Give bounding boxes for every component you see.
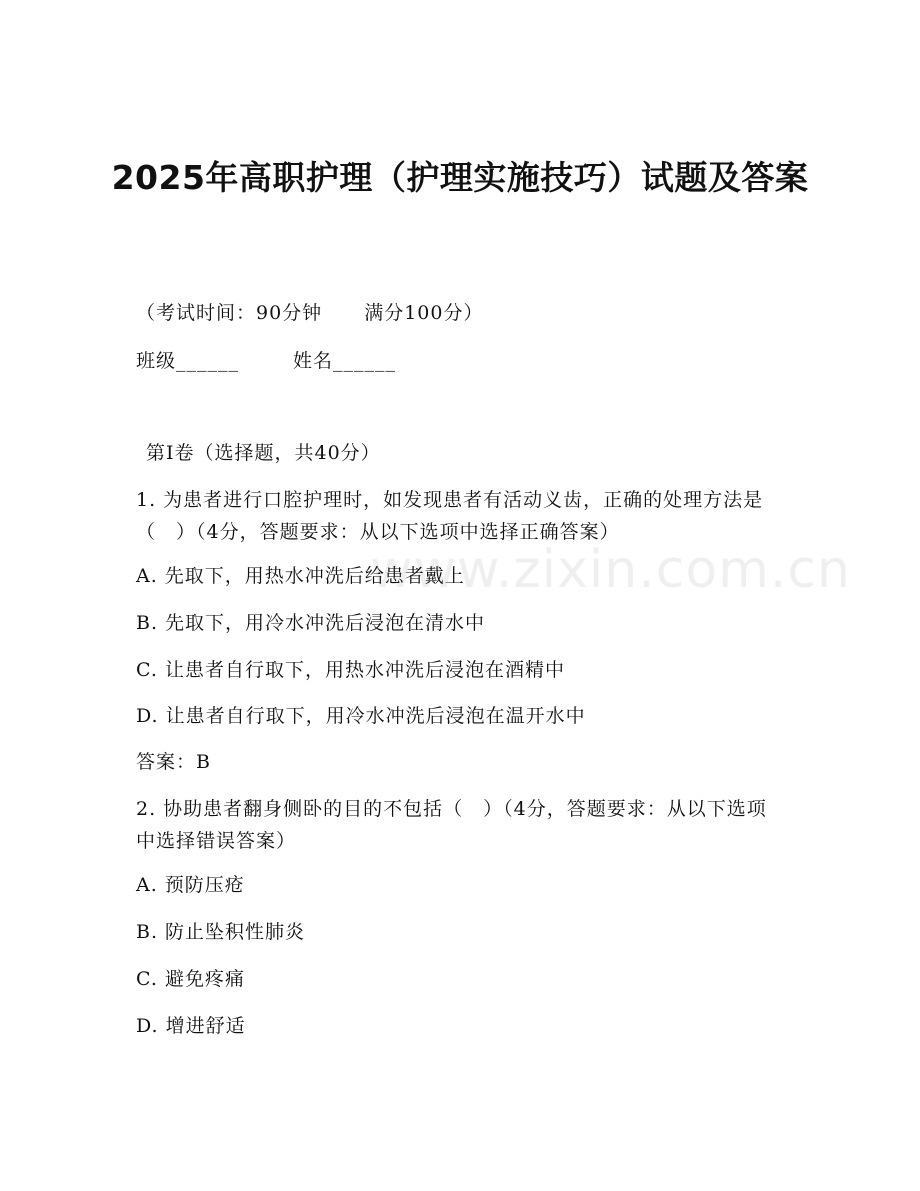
exam-time: （考试时间：90分钟 [136,302,323,324]
class-field: 班级______ [136,350,240,372]
name-field: 姓名______ [293,350,397,372]
section-title: 第Ⅰ卷（选择题，共40分） [146,442,381,464]
question-1-option-a: A. 先取下，用热水冲洗后给患者戴上 [136,565,465,587]
question-1-answer: 答案：B [136,751,211,773]
watermark: www.zixin.com.cn [370,540,851,600]
exam-score: 满分100分） [364,302,484,324]
document-title: 2025年高职护理（护理实施技巧）试题及答案 [111,158,809,197]
question-2-option-a: A. 预防压疮 [136,874,245,896]
question-1-stem: 1. 为患者进行口腔护理时，如发现患者有活动义齿，正确的处理方法是（ ）（4分，答题要求：从以下选项中选择正确答案） [136,489,764,543]
question-2-option-b: B. 防止坠积性肺炎 [136,921,306,943]
question-2-option-c: C. 避免疼痛 [136,968,245,990]
question-1-option-d: D. 让患者自行取下，用冷水冲洗后浸泡在温开水中 [136,705,586,727]
question-1-option-c: C. 让患者自行取下，用热水冲洗后浸泡在酒精中 [136,659,565,681]
student-fields [136,345,396,377]
question-2-option-d: D. 增进舒适 [136,1015,246,1037]
question-2-stem: 2. 协助患者翻身侧卧的目的不包括（ ）（4分，答题要求：从以下选项中选择错误答案） [136,798,767,852]
exam-info [136,297,483,329]
question-1-option-b: B. 先取下，用冷水冲洗后浸泡在清水中 [136,612,486,634]
